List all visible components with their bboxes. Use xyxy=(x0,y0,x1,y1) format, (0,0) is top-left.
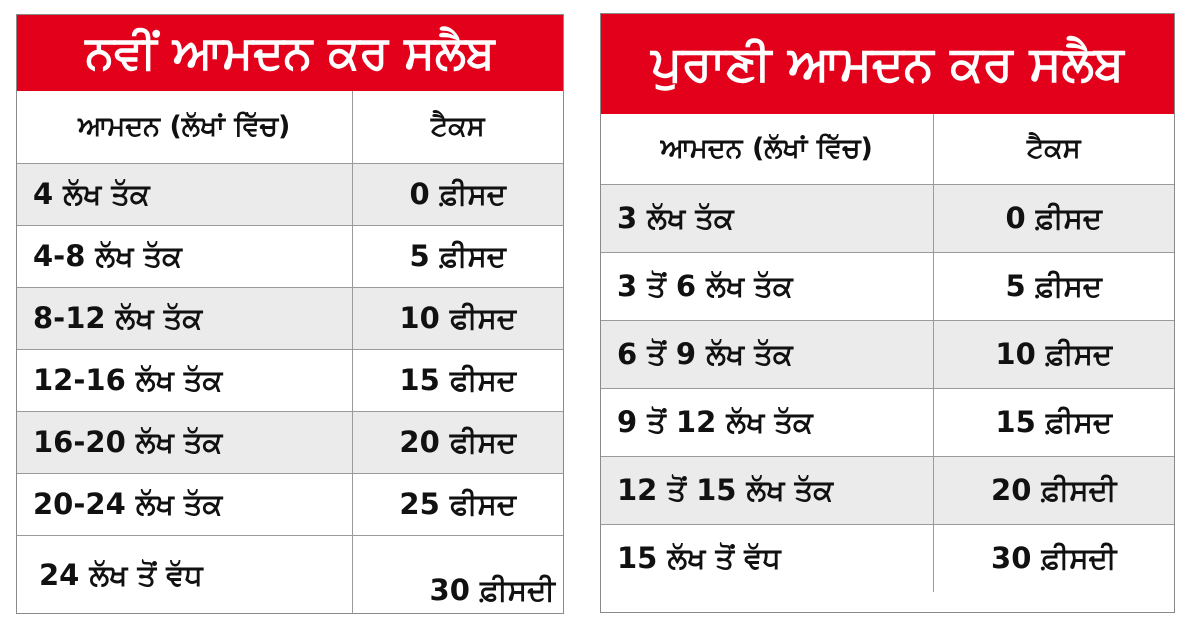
income-cell: 12 ਤੋਂ 15 ਲੱਖ ਤੱਕ xyxy=(601,457,933,525)
income-cell: 3 ਲੱਖ ਤੱਕ xyxy=(601,185,933,253)
tax-cell: 5 ਫ਼ੀਸਦ xyxy=(933,253,1174,321)
table-row xyxy=(17,412,563,474)
tax-column-header: ਟੈਕਸ xyxy=(352,91,563,164)
income-cell: 4 ਲੱਖ ਤੱਕ xyxy=(17,164,352,226)
tax-cell: 30 ਫ਼ੀਸਦੀ xyxy=(933,525,1174,593)
old-tax-slab-table xyxy=(600,13,1175,613)
table-row xyxy=(601,253,1174,321)
tax-cell: 30 ਫ਼ੀਸਦੀ xyxy=(352,536,563,615)
tax-cell: 0 ਫ਼ੀਸਦ xyxy=(933,185,1174,253)
income-cell: 15 ਲੱਖ ਤੋਂ ਵੱਧ xyxy=(601,525,933,593)
income-cell: 16-20 ਲੱਖ ਤੱਕ xyxy=(17,412,352,474)
tax-cell: 25 ਫੀਸਦ xyxy=(352,474,563,536)
table-row xyxy=(601,525,1174,593)
table-row xyxy=(601,321,1174,389)
table-row xyxy=(17,536,563,615)
old-slab-title: ਪੁਰਾਣੀ ਆਮਦਨ ਕਰ ਸਲੈਬ xyxy=(601,14,1174,114)
tax-cell: 10 ਫੀਸਦ xyxy=(352,288,563,350)
income-cell: 8-12 ਲੱਖ ਤੱਕ xyxy=(17,288,352,350)
tax-cell: 20 ਫੀਸਦ xyxy=(352,412,563,474)
table-row xyxy=(601,185,1174,253)
table-row xyxy=(17,226,563,288)
table-row xyxy=(17,350,563,412)
income-column-header: ਆਮਦਨ (ਲੱਖਾਂ ਵਿੱਚ) xyxy=(17,91,352,164)
tax-cell: 15 ਫ਼ੀਸਦ xyxy=(933,389,1174,457)
table-row xyxy=(601,389,1174,457)
table-row xyxy=(17,474,563,536)
income-cell: 6 ਤੋਂ 9 ਲੱਖ ਤੱਕ xyxy=(601,321,933,389)
income-cell: 3 ਤੋਂ 6 ਲੱਖ ਤੱਕ xyxy=(601,253,933,321)
new-slab-header-row xyxy=(17,91,563,164)
income-cell: 9 ਤੋਂ 12 ਲੱਖ ਤੱਕ xyxy=(601,389,933,457)
tax-column-header: ਟੈਕਸ xyxy=(933,114,1174,185)
table-row xyxy=(17,288,563,350)
tax-cell: 20 ਫ਼ੀਸਦੀ xyxy=(933,457,1174,525)
new-slab-grid xyxy=(17,91,563,614)
income-cell: 12-16 ਲੱਖ ਤੱਕ xyxy=(17,350,352,412)
income-cell: 20-24 ਲੱਖ ਤੱਕ xyxy=(17,474,352,536)
old-slab-grid xyxy=(601,114,1174,592)
table-row xyxy=(601,457,1174,525)
old-slab-header-row xyxy=(601,114,1174,185)
tax-cell: 0 ਫ਼ੀਸਦ xyxy=(352,164,563,226)
income-cell: 4-8 ਲੱਖ ਤੱਕ xyxy=(17,226,352,288)
new-slab-title: ਨਵੀਂ ਆਮਦਨ ਕਰ ਸਲੈਬ xyxy=(17,15,563,91)
income-cell: 24 ਲੱਖ ਤੋਂ ਵੱਧ xyxy=(17,536,352,615)
new-tax-slab-table xyxy=(16,14,564,614)
tax-cell: 10 ਫ਼ੀਸਦ xyxy=(933,321,1174,389)
tax-cell: 5 ਫ਼ੀਸਦ xyxy=(352,226,563,288)
tax-cell: 15 ਫੀਸਦ xyxy=(352,350,563,412)
income-column-header: ਆਮਦਨ (ਲੱਖਾਂ ਵਿੱਚ) xyxy=(601,114,933,185)
table-row xyxy=(17,164,563,226)
